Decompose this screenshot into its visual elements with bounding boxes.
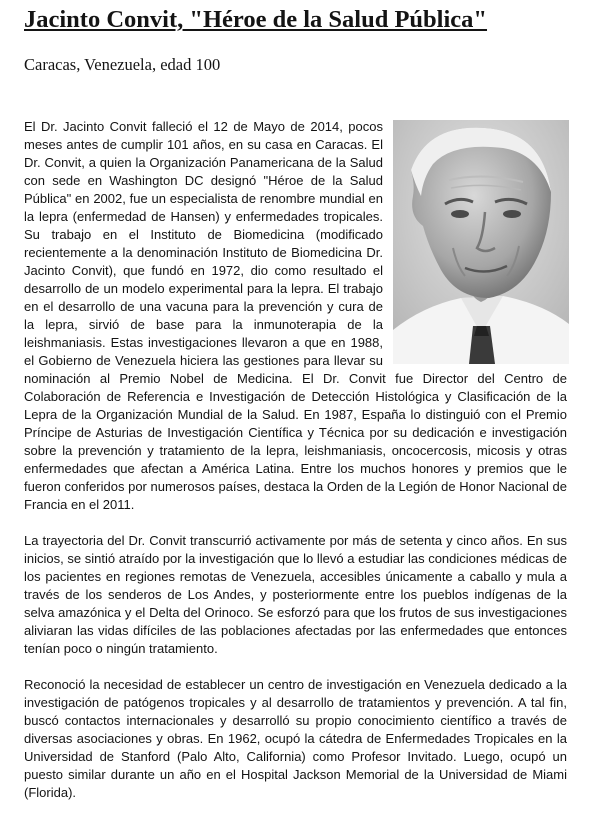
article-title: [24, 6, 590, 34]
article-title-text: Jacinto Convit, "Héroe de la Salud Pública": [24, 6, 488, 33]
paragraph-1: El Dr. Jacinto Convit falleció el 12 de Mayo de 2014, pocos meses antes de cumplir 101 años, en su casa en Caracas. El Dr. Convit, a quien la Organización Panamericana de la Salud con sede en Washington DC designó "Héroe de la Salud Pública" en 2002, fue un especialista de renombre mundial en la lepra (enfermedad de Hansen) y enfermedades tropicales. Su trabajo en el Instituto de Biomedicina (modificado recientemente a la denominación Instituto de Biomedicina Dr. Jacinto Convit), que fundó en 1972, dio como resultado el desarrollo de un modelo experimental para la lepra. El trabajo en el desarrollo de una vacuna para la prevención y cura de la lepra, sirvió de base para la inmunoterapia de la leishmaniasis. Estas investigaciones llevaron a que en 1988, el Gobierno de Venezuela hiciera las gestiones para llevar su nominación al Premio Nobel de Medicina. El Dr. Convit fue Director del Centro de Colaboración de Referencia e Investigación de Detección Histológica y Clasificación de la Lepra de la Organización Mundial de la Salud. En 1987, España lo distinguió con el Premio Príncipe de Asturias de Investigación Científica y Técnica por su dedicación e investigación sobre la prevención y tratamiento de la lepra, leishmaniasis, oncocercosis, micosis y otras enfermedades que afectan a América Latina. Entre los muchos honores y premios que le fueron conferidos por numerosos países, destaca la Orden de la Legión de Honor Nacional de Francia en el 2011.: [24, 119, 567, 512]
portrait-photo-icon: [393, 120, 569, 364]
paragraph-2: La trayectoria del Dr. Convit transcurrió activamente por más de setenta y cinco años. En sus inicios, se sintió atraído por la investigación que lo llevó a estudiar las condiciones médicas de los pacientes en regiones remotas de Venezuela, accesibles únicamente a caballo y mula a través de los senderos de Los Andes, y posteriormente entre los pueblos indígenas de la selva amazónica y el Delta del Orinoco. Se esforzó para que los frutos de sus investigaciones aliviaran las vidas difíciles de las poblaciones afectadas por las enfermedades que entonces tenían poco o ningún tratamiento.: [24, 533, 567, 656]
paragraph-3: Reconoció la necesidad de establecer un centro de investigación en Venezuela dedicado a la investigación de patógenos tropicales y al desarrollo de tratamientos y prevención. A tal fin, buscó contactos internacionales y desarrolló su propio conocimiento científico a través de diversas asociaciones y obras. En 1962, ocupó la cátedra de Enfermedades Tropicales en la Universidad de Stanford (Palo Alto, California) como Profesor Invitado. Luego, ocupó un puesto similar durante un año en el Hospital Jackson Memorial de la Universidad de Miami (Florida).: [24, 677, 567, 800]
article-body: [24, 118, 567, 820]
article-subtitle: Caracas, Venezuela, edad 100: [24, 55, 221, 74]
